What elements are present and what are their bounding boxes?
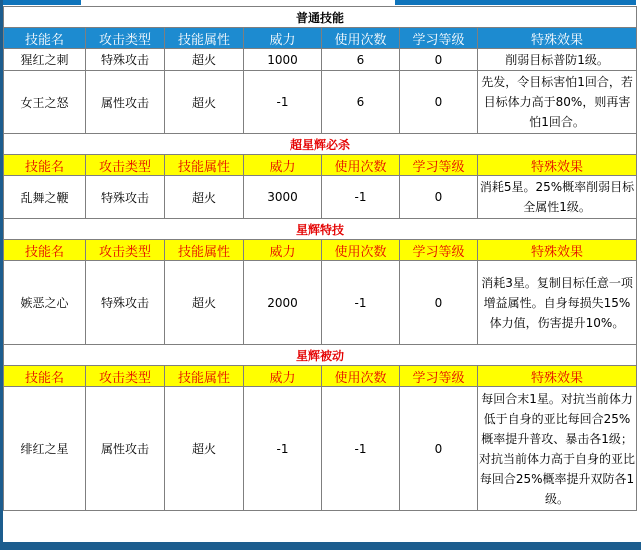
section-title-row (4, 7, 637, 28)
header-row (4, 240, 637, 261)
table-row (4, 261, 637, 345)
left-border-bar (0, 0, 3, 550)
power: -1 (244, 71, 322, 134)
use-count: -1 (322, 176, 400, 219)
section-title: 普通技能 (4, 7, 637, 28)
header-cell: 使用次数 (322, 28, 400, 49)
header-cell: 特殊效果 (478, 366, 637, 387)
attack-type: 属性攻击 (86, 387, 165, 511)
header-cell: 特殊效果 (478, 240, 637, 261)
attack-type: 特殊攻击 (86, 49, 165, 71)
skill-attribute: 超火 (165, 176, 244, 219)
header-cell: 使用次数 (322, 240, 400, 261)
section-title-row (4, 345, 637, 366)
header-cell: 威力 (244, 155, 322, 176)
power: -1 (244, 387, 322, 511)
header-cell: 技能属性 (165, 240, 244, 261)
skill-name: 绯红之星 (4, 387, 86, 511)
special-effect: 消耗5星。25%概率削弱目标全属性1级。 (478, 176, 637, 219)
header-cell: 攻击类型 (86, 240, 165, 261)
table-row (4, 387, 637, 511)
skill-attribute: 超火 (165, 49, 244, 71)
header-cell: 威力 (244, 366, 322, 387)
special-effect: 削弱目标普防1级。 (478, 49, 637, 71)
use-count: -1 (322, 387, 400, 511)
header-cell: 攻击类型 (86, 28, 165, 49)
table-row (4, 49, 637, 71)
header-cell: 技能名 (4, 155, 86, 176)
skill-name: 猩红之刺 (4, 49, 86, 71)
learn-level: 0 (400, 49, 478, 71)
header-cell: 学习等级 (400, 240, 478, 261)
attack-type: 特殊攻击 (86, 176, 165, 219)
header-cell: 使用次数 (322, 366, 400, 387)
section-title-row (4, 134, 637, 155)
section-title: 超星辉必杀 (4, 134, 637, 155)
header-cell: 攻击类型 (86, 155, 165, 176)
header-cell: 特殊效果 (478, 155, 637, 176)
table-row (4, 176, 637, 219)
header-cell: 技能名 (4, 28, 86, 49)
special-effect: 先发，令目标害怕1回合，若目标体力高于80%，则再害怕1回合。 (478, 71, 637, 134)
top-strip-segment (395, 0, 636, 5)
learn-level: 0 (400, 261, 478, 345)
section-title-row (4, 219, 637, 240)
power: 2000 (244, 261, 322, 345)
header-cell: 特殊效果 (478, 28, 637, 49)
header-cell: 威力 (244, 240, 322, 261)
header-cell: 技能名 (4, 366, 86, 387)
section-title: 星辉特技 (4, 219, 637, 240)
attack-type: 特殊攻击 (86, 261, 165, 345)
header-cell: 使用次数 (322, 155, 400, 176)
power: 3000 (244, 176, 322, 219)
header-cell: 技能属性 (165, 366, 244, 387)
header-cell: 技能属性 (165, 28, 244, 49)
skill-name: 嫉恶之心 (4, 261, 86, 345)
header-cell: 威力 (244, 28, 322, 49)
bottom-border-bar (0, 542, 641, 550)
header-row (4, 155, 637, 176)
section-title: 星辉被动 (4, 345, 637, 366)
header-cell: 技能名 (4, 240, 86, 261)
power: 1000 (244, 49, 322, 71)
header-row (4, 28, 637, 49)
skills-table (3, 6, 637, 511)
special-effect: 消耗3星。复制目标任意一项增益属性。自身每损失15%体力值，伤害提升10%。 (478, 261, 637, 345)
header-cell: 学习等级 (400, 28, 478, 49)
header-row (4, 366, 637, 387)
skill-name: 女王之怒 (4, 71, 86, 134)
header-cell: 攻击类型 (86, 366, 165, 387)
skill-attribute: 超火 (165, 71, 244, 134)
learn-level: 0 (400, 71, 478, 134)
learn-level: 0 (400, 387, 478, 511)
use-count: 6 (322, 71, 400, 134)
table-row (4, 71, 637, 134)
use-count: -1 (322, 261, 400, 345)
top-strip-segment (0, 0, 81, 5)
header-cell: 学习等级 (400, 366, 478, 387)
skill-attribute: 超火 (165, 387, 244, 511)
skill-attribute: 超火 (165, 261, 244, 345)
learn-level: 0 (400, 176, 478, 219)
special-effect: 每回合末1星。对抗当前体力低于自身的亚比每回合25%概率提升普攻、暴击各1级；对抗当前体力高于自身的亚比每回合25%概率提升双防各1级。 (478, 387, 637, 511)
attack-type: 属性攻击 (86, 71, 165, 134)
use-count: 6 (322, 49, 400, 71)
skill-name: 乱舞之鞭 (4, 176, 86, 219)
header-cell: 技能属性 (165, 155, 244, 176)
header-cell: 学习等级 (400, 155, 478, 176)
